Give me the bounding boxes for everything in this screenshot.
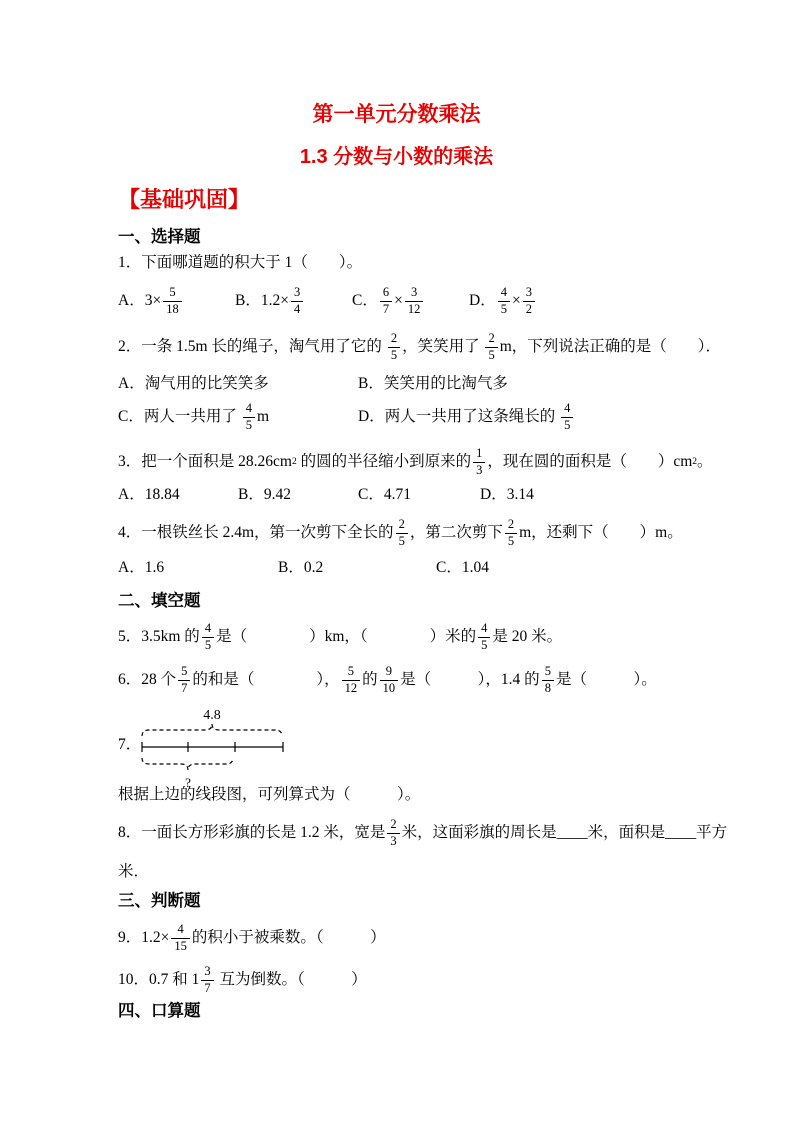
option-1c: C． $\frac{6}{7}$ × $\frac{3}{12}$ [352,286,469,315]
fraction [505,518,517,547]
question-7-number: 7． [118,736,142,754]
fraction-denominator: 2 [523,301,535,316]
fraction [202,622,214,651]
fraction [405,286,424,315]
option-2b: B．笑笑用的比淘气多 [358,375,508,393]
fraction [171,923,190,952]
option-3d: D．3.14 [480,486,534,504]
fraction [478,622,490,651]
fraction [498,286,510,315]
fraction [473,447,485,476]
fraction [380,286,392,315]
option-4a: A．1.6 [118,559,165,577]
fraction-denominator: 15 [171,938,190,953]
fraction-numerator: 3 [293,285,301,300]
fraction [542,665,554,694]
fraction-numerator: 2 [398,517,405,532]
fraction [163,286,182,315]
section-badge-basics: 【基础巩固】 [118,187,251,212]
fraction-numerator: 4 [481,621,488,636]
option-4b: B．0.2 [278,559,324,577]
fraction-numerator: 5 [544,664,551,679]
fraction-numerator: 2 [488,331,495,346]
fraction-numerator: 4 [245,401,252,416]
fraction [342,665,361,694]
fraction [291,286,303,315]
fraction-denominator: 18 [163,301,182,316]
fraction [387,818,399,847]
fraction-numerator: 9 [385,664,393,679]
section-heading-choice: 一、选择题 [118,226,201,246]
fraction-denominator: 5 [243,417,255,432]
fraction-denominator: 7 [380,301,392,316]
fraction-numerator: 5 [181,664,188,679]
fraction-denominator: 12 [342,680,361,695]
option-1a: A．3× $\frac{5}{18}$ [118,286,235,315]
fraction-numerator: 3 [410,285,418,300]
fraction [178,665,190,694]
section-heading-fill: 二、填空题 [118,590,201,610]
fraction-numerator: 3 [204,964,211,979]
fraction-denominator: 5 [478,637,490,652]
question-7-caption: 根据上边的线段图，可列算式为（ ）。 [118,786,421,804]
fraction-numerator: 5 [169,285,176,300]
fraction-numerator: 4 [177,922,184,937]
question-9-stem: 9．1.2× $\frac{4}{15}$ 的积小于被乘数。（ ） [118,922,386,953]
lesson-title: 1.3 分数与小数的乘法 [299,146,494,168]
question-3-stem: 3．把一个面积是 28.26cm 2 的圆的半径缩小到原来的 $\frac{1}{3}$ ，现在圆的面积是（ ）cm 2 。 [118,446,713,477]
option-4c: C．1.04 [436,559,489,577]
fraction [561,402,573,431]
fraction-numerator: 6 [382,285,390,300]
fraction-numerator: 2 [390,331,398,346]
fraction-denominator: 5 [561,417,573,432]
fraction [396,518,408,547]
fraction-denominator: 12 [405,301,424,316]
question-10-stem: 10．0.7 和 1 $\frac{3}{7}$ 互为倒数。（ ） [118,964,367,995]
fraction-numerator: 2 [507,517,515,532]
fraction-denominator: 3 [473,462,485,477]
option-1d: D． $\frac{4}{5}$ × $\frac{3}{2}$ [469,286,537,315]
fraction [388,332,400,361]
question-6-stem: 6．28 个 $\frac{5}{7}$ 的和是（ ）， $\frac{5}{12}$ 的 $\frac{9}{10}$ 是（ ），1.4 的 $\frac{5}{8}$ 是（ ）。 [118,664,657,695]
fraction [380,665,399,694]
section-heading-oral: 四、口算题 [118,1000,201,1020]
option-2c: C．两人一共用了 $\frac{4}{5}$ m [118,401,270,432]
question-1-stem: 1．下面哪道题的积大于 1（ ）。 [118,254,363,272]
fraction-numerator: 4 [564,401,571,416]
option-3b: B．9.42 [238,486,291,504]
fraction-denominator: 5 [202,637,214,652]
question-2-options-cd [118,397,575,437]
fraction-denominator: 5 [505,533,517,548]
fraction-numerator: 4 [500,285,507,300]
option-3c: C．4.71 [358,486,411,504]
fraction-denominator: 4 [291,301,303,316]
fraction-denominator: 5 [485,347,497,362]
question-3-options [118,475,534,515]
total-brace [142,724,282,736]
fraction-numerator: 3 [525,285,532,300]
question-5-stem: 5．3.5km 的 $\frac{4}{5}$ 是（ ）km，（ ）米的 $\frac{4}{5}$ 是 20 米。 [118,621,563,652]
question-4-stem: 4．一根铁丝长 2.4m，第一次剪下全长的 $\frac{2}{5}$ ，第二次剪下 $\frac{2}{5}$ m，还剩下（ ）m。 [118,517,683,548]
fraction-numerator: 2 [390,817,397,832]
fraction [201,965,213,994]
fraction-denominator: 7 [201,980,213,995]
fraction-denominator: 8 [542,680,554,695]
segment-part-label: ? [185,775,191,790]
unit-title: 第一单元分数乘法 [312,102,481,126]
fraction-numerator: 1 [476,446,483,461]
fraction [523,286,535,315]
section-heading-judge: 三、判断题 [118,890,201,910]
question-1-options [118,281,537,321]
segment-total-label: 4.8 [203,708,221,723]
fraction-denominator: 3 [387,833,399,848]
fraction [485,332,497,361]
fraction-denominator: 7 [178,680,190,695]
fraction-denominator: 10 [380,680,399,695]
fraction-denominator: 5 [396,533,408,548]
question-8-stem-line2: 米． [118,863,150,881]
part-brace [142,758,233,770]
option-1b: B．1.2× $\frac{3}{4}$ [235,286,352,315]
fraction-denominator: 5 [498,301,510,316]
fraction-numerator: 5 [347,664,355,679]
option-2a: A．淘气用的比笑笑多 [118,375,269,393]
question-8-stem-line1: 8．一面长方形彩旗的长是 1.2 米，宽是 $\frac{2}{3}$ 米，这面彩旗的周长是____米，面积是____平方 [118,817,728,848]
question-2-stem: 2．一条 1.5m 长的绳子，淘气用了它的 $\frac{2}{5}$ ，笑笑用了 $\frac{2}{5}$ m，下列说法正确的是（ ）． [118,331,722,362]
fraction-denominator: 5 [388,347,400,362]
fraction-numerator: 4 [204,621,212,636]
option-2d: D．两人一共用了这条绳长的 $\frac{4}{5}$ [358,402,575,431]
option-3a: A．18.84 [118,486,180,504]
fraction [243,402,255,431]
